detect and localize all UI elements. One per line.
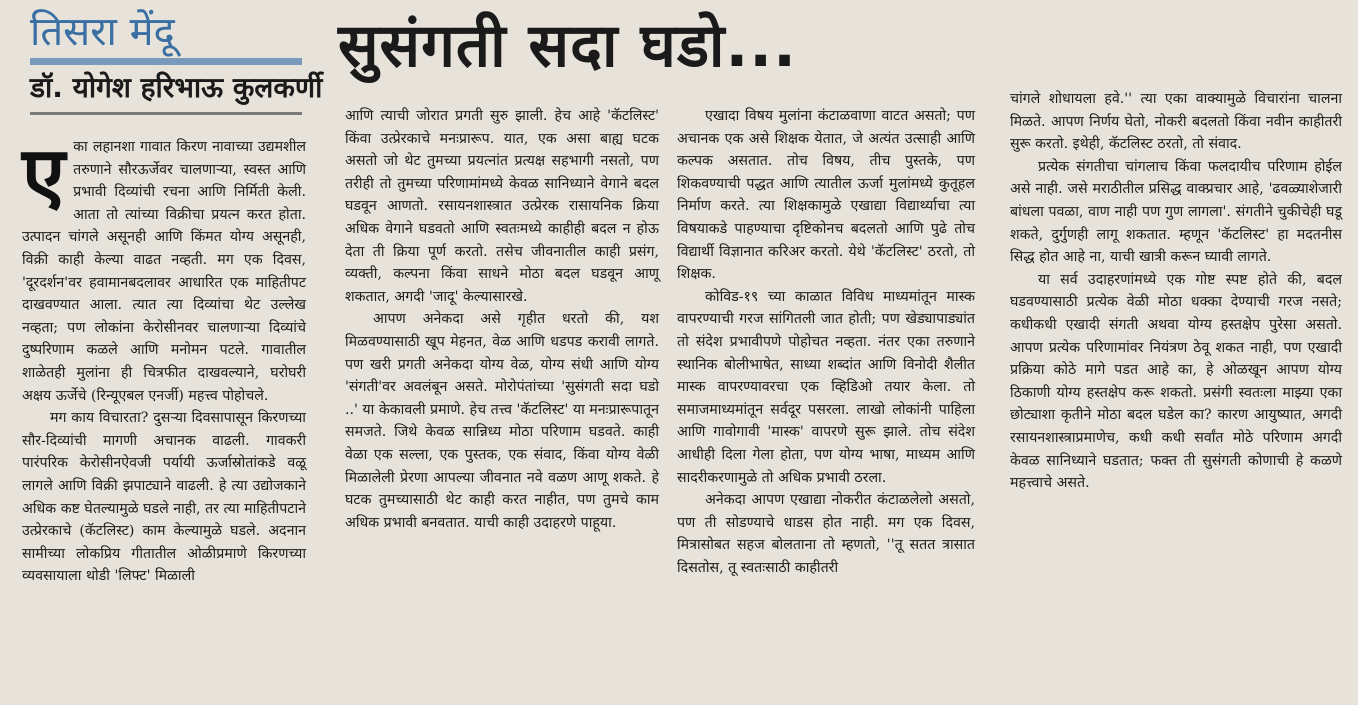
column-name: तिसरा मेंदू <box>30 9 175 55</box>
author-byline: डॉ. योगेश हरिभाऊ कुलकर्णी <box>30 71 323 104</box>
drop-cap: ए <box>22 130 66 221</box>
article-column-1 <box>22 130 306 588</box>
paragraph: कोविड-१९ च्या काळात विविध माध्यमांतून मास्क वापरण्याची गरज सांगितली जात होती; पण खेड्यापाड्यांत तो संदेश प्रभावीपणे पोहोचत नव्हता. नंतर एका तरुणाने स्थानिक बोलीभाषेत, साध्या शब्दांत आणि विनोदी शैलीत मास्क वापरण्यावरचा एक व्हिडिओ तयार केला. तो समाजमाध्यमांतून सर्वदूर पसरला. लाखो लोकांनी पाहिला आणि गावोगावी 'मास्क' वापरणे सुरू झाले. तोच संदेश आधीही दिला गेला होता, पण योग्य भाषा, माध्यम आणि सादरीकरणामुळे तो अधिक प्रभावी ठरला. <box>677 288 975 486</box>
author-rule <box>30 112 302 115</box>
article-column-4 <box>1010 88 1342 495</box>
article-headline: सुसंगती सदा घडो... <box>338 11 797 81</box>
paragraph: एखादा विषय मुलांना कंटाळवाणा वाटत असतो; पण अचानक एक असे शिक्षक येतात, जे अत्यंत उत्साही आणि कल्पक असतात. तोच विषय, तीच पुस्तके, पण शिकवण्याची पद्धत आणि त्यातील ऊर्जा मुलांमध्ये कुतूहल निर्माण करते. त्या शिक्षकामुळे एखाद्या विद्यार्थ्याचा त्या विषयाकडे पाहण्याचा दृष्टिकोनच बदलतो आणि पुढे तोच विद्यार्थी विज्ञानात करिअर करतो. येथे 'कॅटलिस्ट' ठरतो, तो शिक्षक. <box>677 108 975 283</box>
article-column-2 <box>345 105 659 534</box>
paragraph: का लहानशा गावात किरण नावाच्या उद्यमशील तरुणाने सौरऊर्जेवर चालणाऱ्या, स्वस्त आणि प्रभावी दिव्यांची रचना आणि निर्मिती केली. आता तो त्यांच्या विक्रीचा प्रयत्न करत होता. उत्पादन चांगले असूनही आणि किंमत योग्य असूनही, विक्री काही केल्या वाढत नव्हती. मग एक दिवस, 'दूरदर्शन'वर हवामानबदलावर आधारित एक माहितीपट दाखवण्यात आला. त्यात त्या दिव्यांचा थेट उल्लेख नव्हता; पण लोकांना केरोसीनवर चालणाऱ्या दिव्यांचे दुष्परिणाम कळले आणि मनोमन पटले. गावातील शाळेतही मुलांना ही चित्रफीत दाखवल्याने, घरोघरी अक्षय ऊर्जेचे (रिन्यूएबल एनर्जी) महत्त्व पोहोचले. <box>22 139 306 404</box>
paragraph: चांगले शोधायला हवे.'' त्या एका वाक्यामुळे विचारांना चालना मिळते. आपण निर्णय घेतो, नोकरी बदलतो किंवा नवीन काहीतरी सुरू करतो. इथेही, कॅटलिस्ट ठरतो, तो संवाद. <box>1010 91 1342 153</box>
column-name-rule <box>30 58 302 65</box>
paragraph: आणि त्याची जोरात प्रगती सुरु झाली. हेच आहे 'कॅटलिस्ट' किंवा उत्प्रेरकाचे मनःप्रारूप. यात, एक असा बाह्य घटक असतो जो थेट तुमच्या प्रयत्नांत प्रत्यक्ष सहभागी नसतो, पण तरीही तो तुमच्या परिणामांमध्ये केवळ सानिध्याने वेगाने बदल घडवून आणतो. रसायनशास्त्रात उत्प्रेरक रासायनिक क्रिया अधिक वेगाने घडवतो आणि स्वतःमध्ये काहीही बदल न होऊ देता ती क्रिया पूर्ण करतो. तसेच जीवनातील काही प्रसंग, व्यक्ती, कल्पना किंवा साधने मोठा बदल घडवून आणू शकतात, अगदी 'जादू' केल्यासारखे. <box>345 108 659 305</box>
paragraph: प्रत्येक संगतीचा चांगलाच किंवा फलदायीच परिणाम होईल असे नाही. जसे मराठीतील प्रसिद्ध वाक्प्रचार आहे, 'ढवळ्याशेजारी बांधला पवळा, वाण नाही पण गुण लागला'. संगतीने चुकीचेही घडू शकते, दुर्गुणही लागू शकतात. म्हणून 'कॅटलिस्ट' हा मदतनीस सिद्ध होत आहे ना, याची खात्री करून घ्यावी लागते. <box>1010 158 1342 266</box>
paragraph: या सर्व उदाहरणांमध्ये एक गोष्ट स्पष्ट होते की, बदल घडवण्यासाठी प्रत्येक वेळी मोठा धक्का देण्याची गरज नसते; कधीकधी एखादी संगती अथवा योग्य हस्तक्षेप पुरेसा असतो. आपण प्रत्येक परिणामांवर नियंत्रण ठेवू शकत नाही, पण एखादी प्रक्रिया कोठे मागे पडत आहे का, हे ओळखून आपण योग्य ठिकाणी योग्य हस्तक्षेप करू शकतो. प्रसंगी स्वतःला माझ्या एका छोट्याशा कृतीने मोठा बदल घडेल का? कारण आयुष्यात, अगदी रसायनशास्त्राप्रमाणेच, कधी कधी सर्वांत मोठे परिणाम अगदी केवळ सानिध्याने घडतात; फक्त ती सुसंगती कोणाची हे कळणे महत्त्वाचे असते. <box>1010 271 1342 492</box>
paragraph: मग काय विचारता? दुसऱ्या दिवसापासून किरणच्या सौर-दिव्यांची मागणी अचानक वाढली. गावकरी पारंपरिक केरोसीनऐवजी पर्यायी ऊर्जास्रोतांकडे वळू लागले आणि विक्री झपाट्याने वाढली. हे त्या उद्योजकाने अधिक कष्ट घेतल्यामुळे घडले नाही, तर त्या माहितीपटाने उत्प्रेरकाचे (कॅटलिस्ट) काम केल्यामुळे घडले. अदनान सामीच्या लोकप्रिय गीतातील ओळीप्रमाणे किरणच्या व्यवसायाला थोडी 'लिफ्ट' मिळाली <box>22 410 306 585</box>
paragraph: अनेकदा आपण एखाद्या नोकरीत कंटाळलेलो असतो, पण ती सोडण्याचे धाडस होत नाही. मग एक दिवस, मित्रासोबत सहज बोलताना तो म्हणतो, ''तू सतत त्रासात दिसतोस, तू स्वतःसाठी काहीतरी <box>677 492 975 576</box>
paragraph: आपण अनेकदा असे गृहीत धरतो की, यश मिळवण्यासाठी खूप मेहनत, वेळ आणि धडपड करावी लागते. पण खरी प्रगती अनेकदा योग्य वेळ, योग्य संधी आणि योग्य 'संगती'वर अवलंबून असते. मोरोपंतांच्या 'सुसंगती सदा घडो ..' या केकावली प्रमाणे. हेच तत्त्व 'कॅटलिस्ट' या मनःप्रारूपातून समजते. जिथे केवळ सान्निध्य मोठा परिणाम घडवते. काही वेळा एक सल्ला, एक पुस्तक, एक संवाद, किंवा योग्य वेळी मिळालेली प्रेरणा आपल्या जीवनात नवे वळण आणू शकते. हे घटक तुमच्यासाठी थेट काही करत नाहीत, पण तुमचे काम अधिक प्रभावी बनवतात. याची काही उदाहरणे पाहूया. <box>345 311 659 531</box>
article-column-3 <box>677 105 975 579</box>
